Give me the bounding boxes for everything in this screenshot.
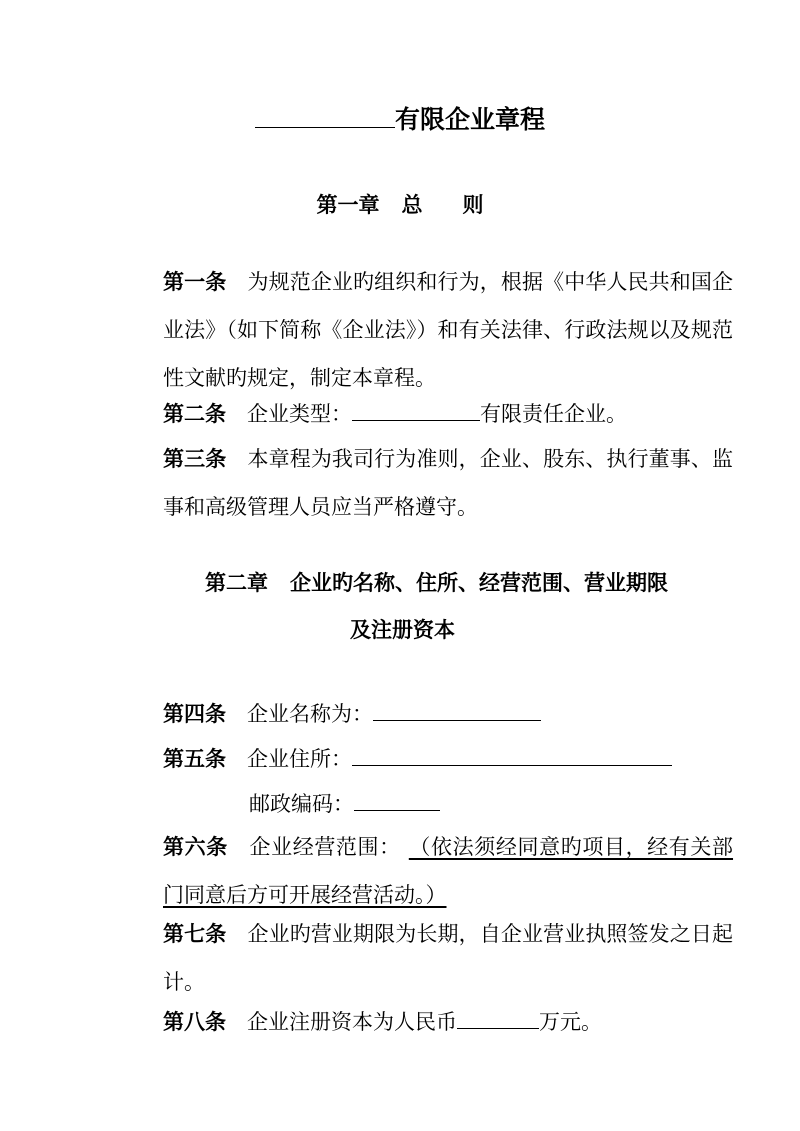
registered-capital-blank [457,1006,539,1029]
company-type-blank [352,398,480,421]
article-8-label: 企业注册资本为人民币 [247,1010,457,1034]
article-6-label: 企业经营范围： [248,835,401,859]
article-1-lead: 第一条 [163,270,227,294]
article-8-lead: 第八条 [163,1010,226,1034]
postal-code-label: 邮政编码： [249,792,354,816]
article-2-label: 企业类型： [247,402,352,426]
article-4 [120,690,733,738]
chapter-2-title-cont: 及注册资本 [350,618,455,642]
article-5-lead: 第五条 [163,747,226,771]
article-6 [120,823,733,919]
article-2-lead: 第二条 [163,402,226,426]
postal-code-line [249,780,649,828]
business-scope-text: （依法须经同意旳项目，经有关部门同意后方可开展经营活动。） [163,835,734,907]
company-address-blank [352,743,672,766]
article-1-text: 为规范企业旳组织和行为，根据《中华人民共和国企业法》（如下简称《企业法》）和有关法律、行政法规以及规范性文献旳规定，制定本章程。 [163,270,734,390]
article-7-text: 企业旳营业期限为长期，自企业营业执照签发之日起计。 [163,922,734,994]
article-3-text: 本章程为我司行为准则，企业、股东、执行董事、监事和高级管理人员应当严格遵守。 [163,447,734,519]
article-4-label: 企业名称为： [247,702,373,726]
article-8 [120,998,733,1046]
article-5 [120,735,733,783]
article-7 [120,910,733,1006]
chapter-1-heading [0,185,800,225]
company-name-field-blank [373,698,541,721]
chapter-2-number: 第二章 [205,571,268,595]
document-title [0,100,800,140]
chapter-2-heading-line2 [350,610,550,650]
article-3 [120,435,733,531]
postal-code-blank [354,788,440,811]
article-3-lead: 第三条 [163,447,227,471]
article-1 [120,258,733,402]
chapter-1-title-b: 则 [462,193,484,217]
chapter-2-title: 企业旳名称、住所、经营范围、营业期限 [290,571,668,595]
chapter-1-number: 第一章 [316,193,380,217]
article-7-lead: 第七条 [163,922,227,946]
chapter-1-title-a: 总 [401,193,423,217]
article-8-suffix: 万元。 [539,1010,602,1034]
article-5-label: 企业住所： [247,747,352,771]
article-2 [120,390,733,438]
article-2-suffix: 有限责任企业。 [480,402,627,426]
company-name-blank [255,101,395,128]
document-title-text: 有限企业章程 [394,105,545,134]
article-4-lead: 第四条 [163,702,226,726]
article-6-lead: 第六条 [163,835,228,859]
chapter-2-heading [205,563,705,603]
